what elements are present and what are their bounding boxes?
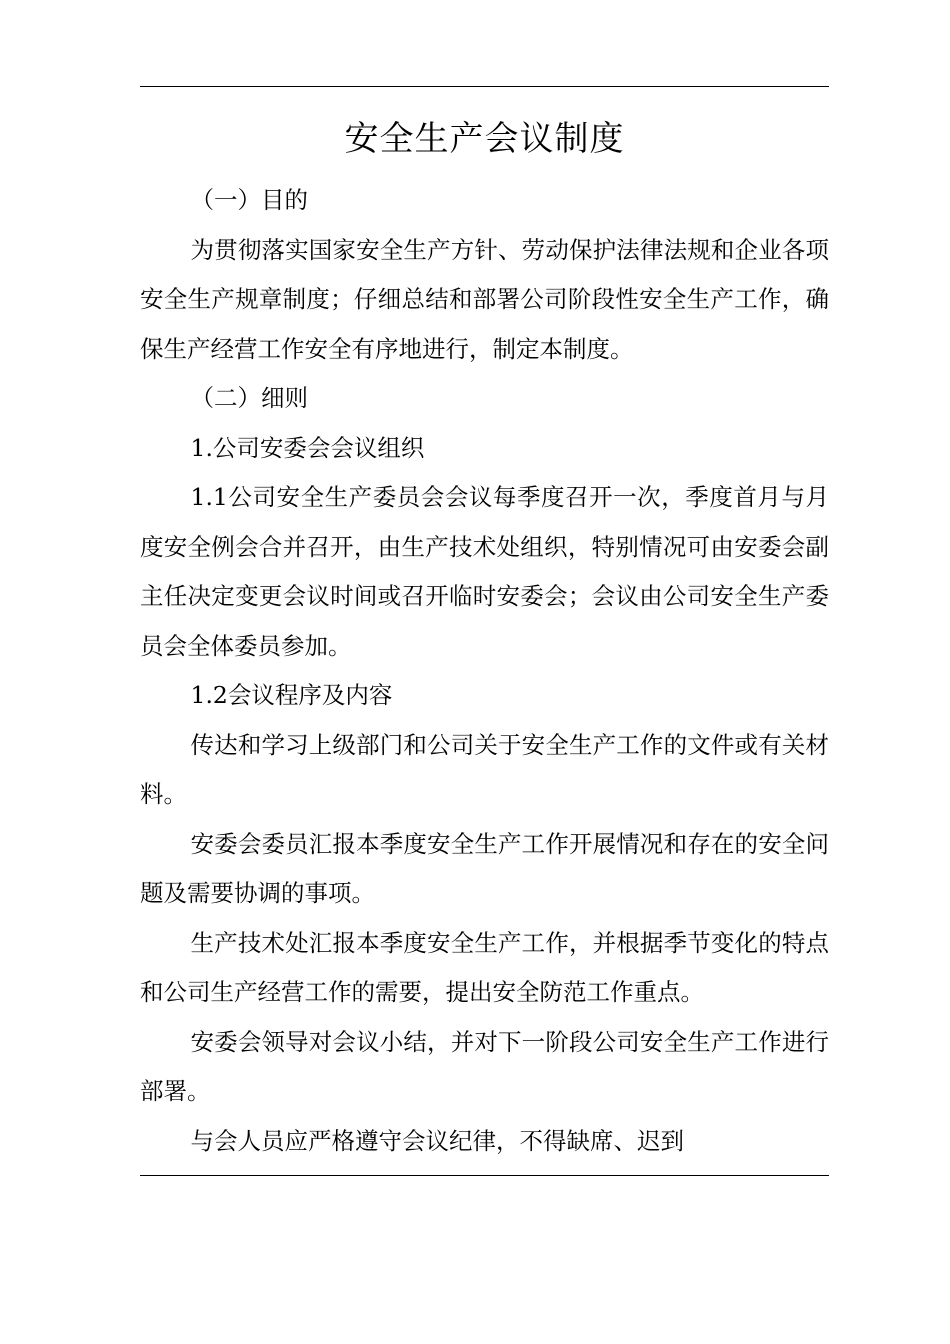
paragraph-procedure-item: 安委会委员汇报本季度安全生产工作开展情况和存在的安全问题及需要协调的事项。 bbox=[140, 829, 829, 907]
document-title: 安全生产会议制度 bbox=[344, 119, 625, 159]
paragraph-discipline: 与会人员应严格遵守会议纪律，不得缺席、迟到 bbox=[190, 1126, 685, 1155]
paragraph-meeting-organization: 1.1公司安全生产委员会会议每季度召开一次，季度首月与月度安全例会合并召开，由生产技术处组织，特别情况可由安委会副主任决定变更会议时间或召开临时安委会；会议由公司安全生产委员会全体委员参加。 bbox=[140, 483, 829, 660]
subheading-meeting-procedure: 1.2会议程序及内容 bbox=[190, 681, 393, 709]
paragraph-procedure-item: 生产技术处汇报本季度安全生产工作，并根据季节变化的特点和公司生产经营工作的需要，提出安全防范工作重点。 bbox=[140, 928, 829, 1006]
header-rule bbox=[140, 86, 829, 87]
paragraph-procedure-item: 安委会领导对会议小结，并对下一阶段公司安全生产工作进行部署。 bbox=[140, 1027, 829, 1105]
document-body bbox=[140, 176, 829, 1166]
subheading-meeting-organization: 1.公司安委会会议组织 bbox=[190, 433, 425, 462]
section-heading-purpose: （一）目的 bbox=[190, 186, 309, 214]
section-heading-rules: （二）细则 bbox=[190, 384, 309, 412]
paragraph-purpose: 为贯彻落实国家安全生产方针、劳动保护法律法规和企业各项安全生产规章制度；仔细总结和部署公司阶段性安全生产工作，确保生产经营工作安全有序地进行，制定本制度。 bbox=[140, 235, 829, 363]
footer-rule bbox=[140, 1175, 829, 1176]
paragraph-procedure-item: 传达和学习上级部门和公司关于安全生产工作的文件或有关材料。 bbox=[140, 730, 829, 808]
